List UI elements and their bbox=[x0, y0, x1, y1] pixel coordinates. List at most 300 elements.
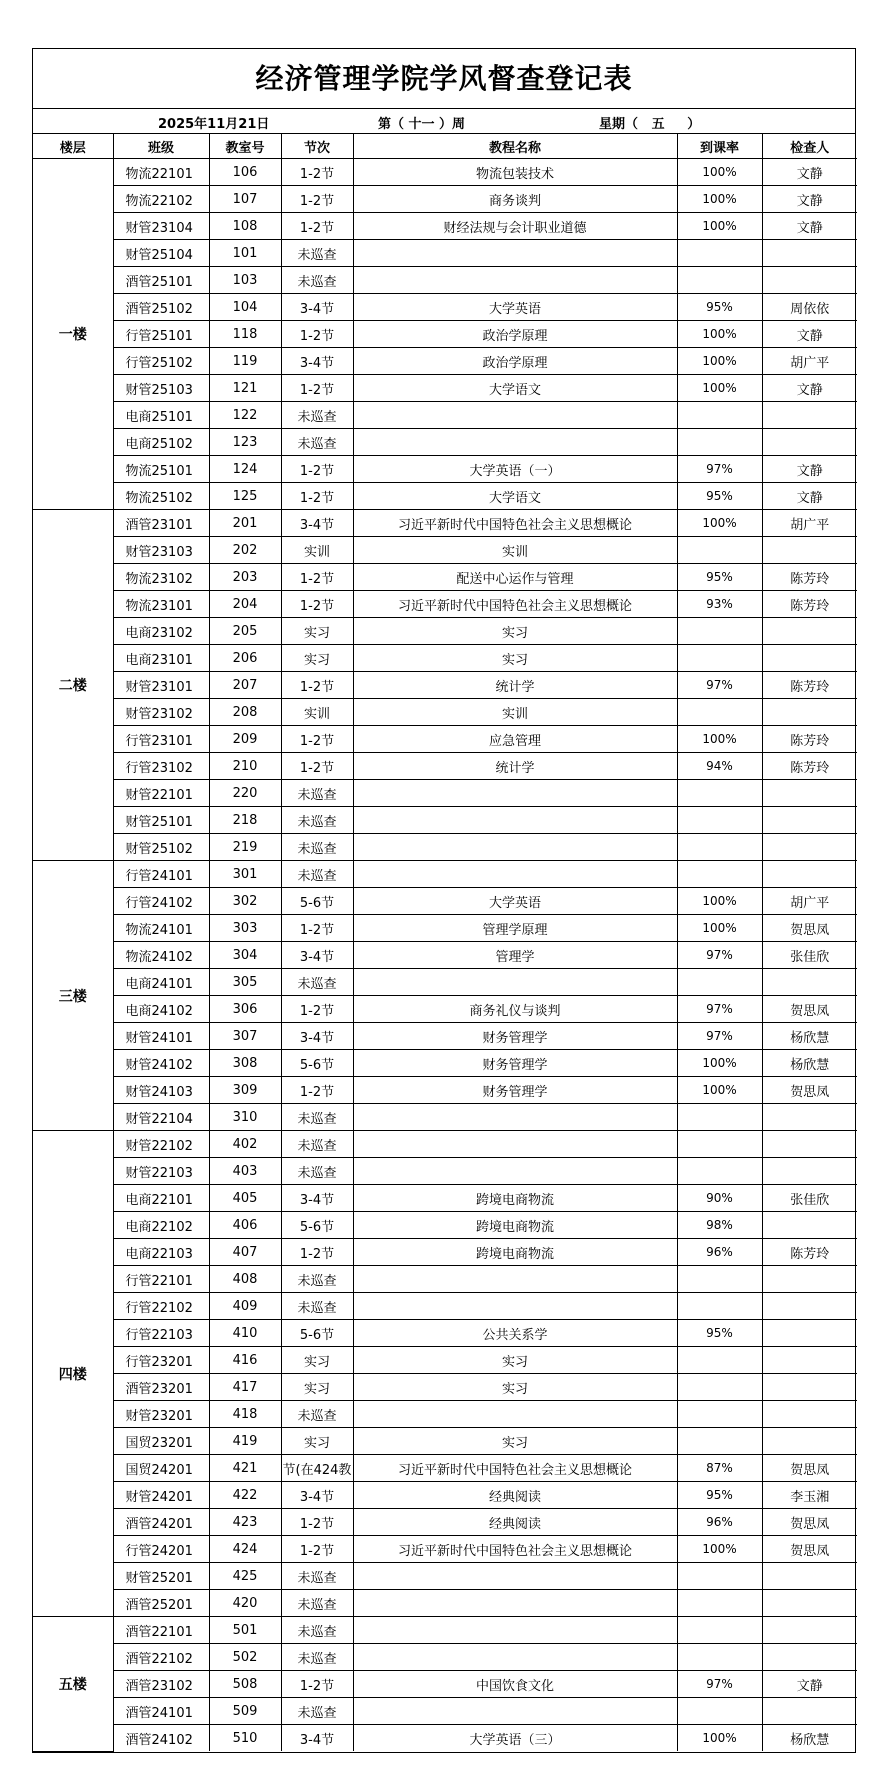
room-cell: 424 bbox=[209, 1536, 281, 1563]
course-cell: 公共关系学 bbox=[353, 1320, 677, 1347]
class-cell: 行管25101 bbox=[113, 321, 209, 348]
attendance-cell bbox=[677, 1374, 762, 1401]
course-cell: 管理学 bbox=[353, 942, 677, 969]
attendance-cell bbox=[677, 1590, 762, 1617]
inspector-cell bbox=[762, 1266, 857, 1293]
attendance-cell bbox=[677, 240, 762, 267]
register-sheet bbox=[32, 48, 856, 1753]
room-cell: 405 bbox=[209, 1185, 281, 1212]
room-cell: 209 bbox=[209, 726, 281, 753]
period-cell: 5-6节 bbox=[281, 1050, 353, 1077]
inspector-cell: 文静 bbox=[762, 1671, 857, 1698]
course-cell: 配送中心运作与管理 bbox=[353, 564, 677, 591]
attendance-cell: 93% bbox=[677, 591, 762, 618]
room-cell: 202 bbox=[209, 537, 281, 564]
class-cell: 电商24101 bbox=[113, 969, 209, 996]
attendance-cell bbox=[677, 834, 762, 861]
room-cell: 207 bbox=[209, 672, 281, 699]
table-row bbox=[33, 1293, 857, 1320]
attendance-cell bbox=[677, 429, 762, 456]
class-cell: 国贸24201 bbox=[113, 1455, 209, 1482]
table-row bbox=[33, 1239, 857, 1266]
class-cell: 行管22103 bbox=[113, 1320, 209, 1347]
attendance-cell: 100% bbox=[677, 159, 762, 186]
inspector-cell bbox=[762, 1374, 857, 1401]
attendance-cell: 97% bbox=[677, 456, 762, 483]
table-row bbox=[33, 888, 857, 915]
course-cell: 跨境电商物流 bbox=[353, 1239, 677, 1266]
course-cell: 统计学 bbox=[353, 753, 677, 780]
course-cell bbox=[353, 861, 677, 888]
room-cell: 420 bbox=[209, 1590, 281, 1617]
floor-cell: 四楼 bbox=[33, 1131, 113, 1617]
floor-cell: 三楼 bbox=[33, 861, 113, 1131]
course-cell bbox=[353, 1266, 677, 1293]
inspector-cell bbox=[762, 807, 857, 834]
attendance-cell bbox=[677, 1158, 762, 1185]
period-cell: 未巡查 bbox=[281, 1293, 353, 1320]
course-cell bbox=[353, 1131, 677, 1158]
table-row bbox=[33, 672, 857, 699]
period-cell: 未巡查 bbox=[281, 807, 353, 834]
class-cell: 酒管22102 bbox=[113, 1644, 209, 1671]
course-cell: 政治学原理 bbox=[353, 321, 677, 348]
attendance-cell: 100% bbox=[677, 348, 762, 375]
class-cell: 酒管25102 bbox=[113, 294, 209, 321]
inspector-cell: 陈芳玲 bbox=[762, 591, 857, 618]
course-cell: 大学英语（三） bbox=[353, 1725, 677, 1752]
period-cell: 1-2节 bbox=[281, 1536, 353, 1563]
room-cell: 302 bbox=[209, 888, 281, 915]
room-cell: 305 bbox=[209, 969, 281, 996]
room-cell: 403 bbox=[209, 1158, 281, 1185]
table-row bbox=[33, 375, 857, 402]
course-cell bbox=[353, 240, 677, 267]
course-cell bbox=[353, 834, 677, 861]
table-row bbox=[33, 1158, 857, 1185]
table-row bbox=[33, 861, 857, 888]
period-cell: 3-4节 bbox=[281, 510, 353, 537]
class-cell: 财管23102 bbox=[113, 699, 209, 726]
course-cell: 经典阅读 bbox=[353, 1509, 677, 1536]
room-cell: 423 bbox=[209, 1509, 281, 1536]
room-cell: 407 bbox=[209, 1239, 281, 1266]
course-cell bbox=[353, 1698, 677, 1725]
room-cell: 125 bbox=[209, 483, 281, 510]
course-cell bbox=[353, 969, 677, 996]
period-cell: 未巡查 bbox=[281, 1644, 353, 1671]
inspector-cell: 文静 bbox=[762, 483, 857, 510]
period-cell: 1-2节 bbox=[281, 375, 353, 402]
table-row bbox=[33, 1212, 857, 1239]
inspector-cell: 陈芳玲 bbox=[762, 726, 857, 753]
inspector-cell: 胡广平 bbox=[762, 348, 857, 375]
attendance-cell: 95% bbox=[677, 1482, 762, 1509]
class-cell: 财管25103 bbox=[113, 375, 209, 402]
period-cell: 3-4节 bbox=[281, 1023, 353, 1050]
table-row bbox=[33, 321, 857, 348]
attendance-cell: 97% bbox=[677, 942, 762, 969]
course-cell: 财经法规与会计职业道德 bbox=[353, 213, 677, 240]
period-cell: 未巡查 bbox=[281, 780, 353, 807]
inspector-cell bbox=[762, 1617, 857, 1644]
floor-cell: 一楼 bbox=[33, 159, 113, 510]
course-cell bbox=[353, 429, 677, 456]
attendance-cell: 100% bbox=[677, 888, 762, 915]
room-cell: 203 bbox=[209, 564, 281, 591]
period-cell: 1-2节 bbox=[281, 186, 353, 213]
period-cell: 1-2节 bbox=[281, 672, 353, 699]
attendance-cell bbox=[677, 267, 762, 294]
attendance-cell: 100% bbox=[677, 1077, 762, 1104]
inspector-cell: 陈芳玲 bbox=[762, 753, 857, 780]
inspector-cell: 文静 bbox=[762, 375, 857, 402]
table-row bbox=[33, 915, 857, 942]
period-cell: 3-4节 bbox=[281, 294, 353, 321]
attendance-cell: 87% bbox=[677, 1455, 762, 1482]
class-cell: 财管24101 bbox=[113, 1023, 209, 1050]
period-cell: 未巡查 bbox=[281, 429, 353, 456]
period-cell: 1-2节 bbox=[281, 1077, 353, 1104]
col-header-class: 班级 bbox=[113, 134, 209, 159]
attendance-cell bbox=[677, 1293, 762, 1320]
table-row bbox=[33, 456, 857, 483]
room-cell: 124 bbox=[209, 456, 281, 483]
class-cell: 电商22102 bbox=[113, 1212, 209, 1239]
class-cell: 国贸23201 bbox=[113, 1428, 209, 1455]
room-cell: 118 bbox=[209, 321, 281, 348]
room-cell: 422 bbox=[209, 1482, 281, 1509]
period-cell: 3-4节 bbox=[281, 1725, 353, 1752]
period-cell: 未巡查 bbox=[281, 267, 353, 294]
period-cell: 3-4节 bbox=[281, 1185, 353, 1212]
inspector-cell bbox=[762, 402, 857, 429]
inspector-cell: 贺思凤 bbox=[762, 1455, 857, 1482]
inspector-cell: 贺思凤 bbox=[762, 1077, 857, 1104]
course-cell bbox=[353, 1644, 677, 1671]
period-cell: 3-4节 bbox=[281, 348, 353, 375]
table-row bbox=[33, 1077, 857, 1104]
period-cell: 未巡查 bbox=[281, 1401, 353, 1428]
floor-cell: 五楼 bbox=[33, 1617, 113, 1752]
inspector-cell: 胡广平 bbox=[762, 888, 857, 915]
period-cell: 5-6节 bbox=[281, 1320, 353, 1347]
course-cell: 实习 bbox=[353, 1374, 677, 1401]
period-cell: 实习 bbox=[281, 645, 353, 672]
room-cell: 208 bbox=[209, 699, 281, 726]
period-cell: 未巡查 bbox=[281, 1563, 353, 1590]
inspector-cell: 张佳欣 bbox=[762, 942, 857, 969]
period-cell: 1-2节 bbox=[281, 213, 353, 240]
period-cell: 未巡查 bbox=[281, 861, 353, 888]
room-cell: 509 bbox=[209, 1698, 281, 1725]
table-row bbox=[33, 510, 857, 537]
class-cell: 财管23104 bbox=[113, 213, 209, 240]
col-header-floor: 楼层 bbox=[33, 134, 113, 159]
table-row bbox=[33, 1482, 857, 1509]
room-cell: 409 bbox=[209, 1293, 281, 1320]
inspector-cell bbox=[762, 429, 857, 456]
course-cell: 跨境电商物流 bbox=[353, 1212, 677, 1239]
inspector-cell bbox=[762, 1563, 857, 1590]
table-row bbox=[33, 294, 857, 321]
course-cell bbox=[353, 402, 677, 429]
course-cell: 财务管理学 bbox=[353, 1023, 677, 1050]
attendance-cell: 97% bbox=[677, 1671, 762, 1698]
class-cell: 酒管25201 bbox=[113, 1590, 209, 1617]
period-cell: 1-2节 bbox=[281, 564, 353, 591]
inspector-cell bbox=[762, 1698, 857, 1725]
inspector-cell bbox=[762, 1590, 857, 1617]
attendance-cell bbox=[677, 1563, 762, 1590]
class-cell: 电商25102 bbox=[113, 429, 209, 456]
table-row bbox=[33, 1401, 857, 1428]
room-cell: 121 bbox=[209, 375, 281, 402]
room-cell: 119 bbox=[209, 348, 281, 375]
inspector-cell: 陈芳玲 bbox=[762, 564, 857, 591]
table-row bbox=[33, 1509, 857, 1536]
class-cell: 物流25102 bbox=[113, 483, 209, 510]
period-cell: 1-2节 bbox=[281, 1671, 353, 1698]
class-cell: 财管24102 bbox=[113, 1050, 209, 1077]
inspector-cell: 杨欣慧 bbox=[762, 1023, 857, 1050]
table-row bbox=[33, 1131, 857, 1158]
inspector-cell bbox=[762, 1428, 857, 1455]
table-row bbox=[33, 564, 857, 591]
inspector-cell: 文静 bbox=[762, 456, 857, 483]
room-cell: 408 bbox=[209, 1266, 281, 1293]
course-cell: 实训 bbox=[353, 537, 677, 564]
room-cell: 309 bbox=[209, 1077, 281, 1104]
class-cell: 财管23201 bbox=[113, 1401, 209, 1428]
class-cell: 财管25104 bbox=[113, 240, 209, 267]
course-cell bbox=[353, 1563, 677, 1590]
attendance-cell bbox=[677, 645, 762, 672]
attendance-cell bbox=[677, 1617, 762, 1644]
table-row bbox=[33, 1536, 857, 1563]
inspector-cell: 贺思凤 bbox=[762, 1536, 857, 1563]
col-header-course: 教程名称 bbox=[353, 134, 677, 159]
table-row bbox=[33, 618, 857, 645]
inspector-cell bbox=[762, 1320, 857, 1347]
class-cell: 物流23102 bbox=[113, 564, 209, 591]
room-cell: 306 bbox=[209, 996, 281, 1023]
course-cell: 大学英语（一） bbox=[353, 456, 677, 483]
table-row bbox=[33, 1347, 857, 1374]
room-cell: 508 bbox=[209, 1671, 281, 1698]
table-row bbox=[33, 591, 857, 618]
room-cell: 108 bbox=[209, 213, 281, 240]
attendance-cell: 100% bbox=[677, 186, 762, 213]
table-row bbox=[33, 1698, 857, 1725]
class-cell: 财管25102 bbox=[113, 834, 209, 861]
table-row bbox=[33, 1725, 857, 1752]
room-cell: 421 bbox=[209, 1455, 281, 1482]
table-row bbox=[33, 780, 857, 807]
attendance-cell bbox=[677, 537, 762, 564]
attendance-cell: 97% bbox=[677, 996, 762, 1023]
class-cell: 财管23101 bbox=[113, 672, 209, 699]
attendance-cell: 96% bbox=[677, 1239, 762, 1266]
period-cell: 未巡查 bbox=[281, 1158, 353, 1185]
class-cell: 物流25101 bbox=[113, 456, 209, 483]
attendance-cell bbox=[677, 402, 762, 429]
room-cell: 425 bbox=[209, 1563, 281, 1590]
table-row bbox=[33, 186, 857, 213]
period-cell: 3-4节 bbox=[281, 1482, 353, 1509]
inspector-cell bbox=[762, 267, 857, 294]
weekday: 星期（ 五 ） bbox=[599, 117, 701, 132]
course-cell: 物流包装技术 bbox=[353, 159, 677, 186]
class-cell: 酒管25101 bbox=[113, 267, 209, 294]
period-cell: 实习 bbox=[281, 618, 353, 645]
period-cell: 实习 bbox=[281, 1347, 353, 1374]
class-cell: 财管22102 bbox=[113, 1131, 209, 1158]
period-cell: 1-2节 bbox=[281, 159, 353, 186]
inspector-cell bbox=[762, 1644, 857, 1671]
class-cell: 财管25201 bbox=[113, 1563, 209, 1590]
class-cell: 物流24101 bbox=[113, 915, 209, 942]
course-cell: 实习 bbox=[353, 1347, 677, 1374]
class-cell: 财管24103 bbox=[113, 1077, 209, 1104]
attendance-cell: 97% bbox=[677, 672, 762, 699]
table-row bbox=[33, 1374, 857, 1401]
inspector-cell bbox=[762, 1293, 857, 1320]
period-cell: 未巡查 bbox=[281, 1131, 353, 1158]
course-cell: 习近平新时代中国特色社会主义思想概论 bbox=[353, 1455, 677, 1482]
table-row bbox=[33, 645, 857, 672]
course-cell bbox=[353, 1401, 677, 1428]
class-cell: 行管24102 bbox=[113, 888, 209, 915]
inspector-cell bbox=[762, 1347, 857, 1374]
room-cell: 406 bbox=[209, 1212, 281, 1239]
room-cell: 104 bbox=[209, 294, 281, 321]
class-cell: 行管23201 bbox=[113, 1347, 209, 1374]
room-cell: 210 bbox=[209, 753, 281, 780]
period-cell: 1-2节 bbox=[281, 726, 353, 753]
col-header-room: 教室号 bbox=[209, 134, 281, 159]
period-cell: 5-6节 bbox=[281, 1212, 353, 1239]
table-row bbox=[33, 240, 857, 267]
table-row bbox=[33, 996, 857, 1023]
course-cell: 政治学原理 bbox=[353, 348, 677, 375]
table-row bbox=[33, 1023, 857, 1050]
table-row bbox=[33, 1320, 857, 1347]
period-cell: 未巡查 bbox=[281, 402, 353, 429]
inspector-cell: 文静 bbox=[762, 321, 857, 348]
inspector-cell: 李玉湘 bbox=[762, 1482, 857, 1509]
period-cell: 实习 bbox=[281, 1374, 353, 1401]
course-cell bbox=[353, 267, 677, 294]
inspector-cell bbox=[762, 618, 857, 645]
course-cell bbox=[353, 807, 677, 834]
class-cell: 酒管23102 bbox=[113, 1671, 209, 1698]
inspector-cell: 张佳欣 bbox=[762, 1185, 857, 1212]
attendance-cell bbox=[677, 969, 762, 996]
inspector-cell bbox=[762, 1401, 857, 1428]
room-cell: 416 bbox=[209, 1347, 281, 1374]
inspection-date: 2025年11月21日 bbox=[158, 117, 270, 132]
subheader bbox=[33, 109, 855, 134]
floor-cell: 二楼 bbox=[33, 510, 113, 861]
room-cell: 101 bbox=[209, 240, 281, 267]
period-cell: 未巡查 bbox=[281, 834, 353, 861]
room-cell: 418 bbox=[209, 1401, 281, 1428]
table-row bbox=[33, 807, 857, 834]
course-cell bbox=[353, 1104, 677, 1131]
attendance-cell bbox=[677, 807, 762, 834]
table-row bbox=[33, 1104, 857, 1131]
room-cell: 419 bbox=[209, 1428, 281, 1455]
room-cell: 106 bbox=[209, 159, 281, 186]
course-cell: 实习 bbox=[353, 645, 677, 672]
course-cell: 习近平新时代中国特色社会主义思想概论 bbox=[353, 510, 677, 537]
inspector-cell bbox=[762, 834, 857, 861]
period-cell: 未巡查 bbox=[281, 1104, 353, 1131]
inspector-cell bbox=[762, 969, 857, 996]
course-cell: 习近平新时代中国特色社会主义思想概论 bbox=[353, 1536, 677, 1563]
class-cell: 财管22104 bbox=[113, 1104, 209, 1131]
course-cell: 商务谈判 bbox=[353, 186, 677, 213]
room-cell: 410 bbox=[209, 1320, 281, 1347]
period-cell: 1-2节 bbox=[281, 915, 353, 942]
table-row bbox=[33, 1671, 857, 1698]
inspector-cell bbox=[762, 1212, 857, 1239]
class-cell: 电商23101 bbox=[113, 645, 209, 672]
attendance-cell: 95% bbox=[677, 294, 762, 321]
room-cell: 206 bbox=[209, 645, 281, 672]
period-cell: 1-2节 bbox=[281, 1509, 353, 1536]
class-cell: 物流24102 bbox=[113, 942, 209, 969]
class-cell: 行管24101 bbox=[113, 861, 209, 888]
course-cell bbox=[353, 1293, 677, 1320]
table-row bbox=[33, 1428, 857, 1455]
table-row bbox=[33, 942, 857, 969]
table-row bbox=[33, 726, 857, 753]
course-cell bbox=[353, 1590, 677, 1617]
attendance-cell bbox=[677, 618, 762, 645]
class-cell: 电商24102 bbox=[113, 996, 209, 1023]
attendance-cell bbox=[677, 699, 762, 726]
attendance-cell bbox=[677, 1131, 762, 1158]
room-cell: 204 bbox=[209, 591, 281, 618]
period-cell: 1-2节 bbox=[281, 753, 353, 780]
room-cell: 417 bbox=[209, 1374, 281, 1401]
room-cell: 402 bbox=[209, 1131, 281, 1158]
inspector-cell: 贺思凤 bbox=[762, 1509, 857, 1536]
table-row bbox=[33, 834, 857, 861]
attendance-cell: 100% bbox=[677, 1725, 762, 1752]
room-cell: 122 bbox=[209, 402, 281, 429]
room-cell: 501 bbox=[209, 1617, 281, 1644]
table-row bbox=[33, 267, 857, 294]
class-cell: 财管22101 bbox=[113, 780, 209, 807]
course-cell: 大学英语 bbox=[353, 294, 677, 321]
table-row bbox=[33, 159, 857, 186]
inspector-cell bbox=[762, 537, 857, 564]
course-cell: 大学语文 bbox=[353, 483, 677, 510]
period-cell: 3-4节 bbox=[281, 942, 353, 969]
course-cell: 管理学原理 bbox=[353, 915, 677, 942]
class-cell: 行管23102 bbox=[113, 753, 209, 780]
room-cell: 502 bbox=[209, 1644, 281, 1671]
inspector-cell: 周依依 bbox=[762, 294, 857, 321]
register-table bbox=[33, 134, 857, 1752]
class-cell: 行管24201 bbox=[113, 1536, 209, 1563]
course-cell: 应急管理 bbox=[353, 726, 677, 753]
table-row bbox=[33, 1050, 857, 1077]
class-cell: 行管25102 bbox=[113, 348, 209, 375]
